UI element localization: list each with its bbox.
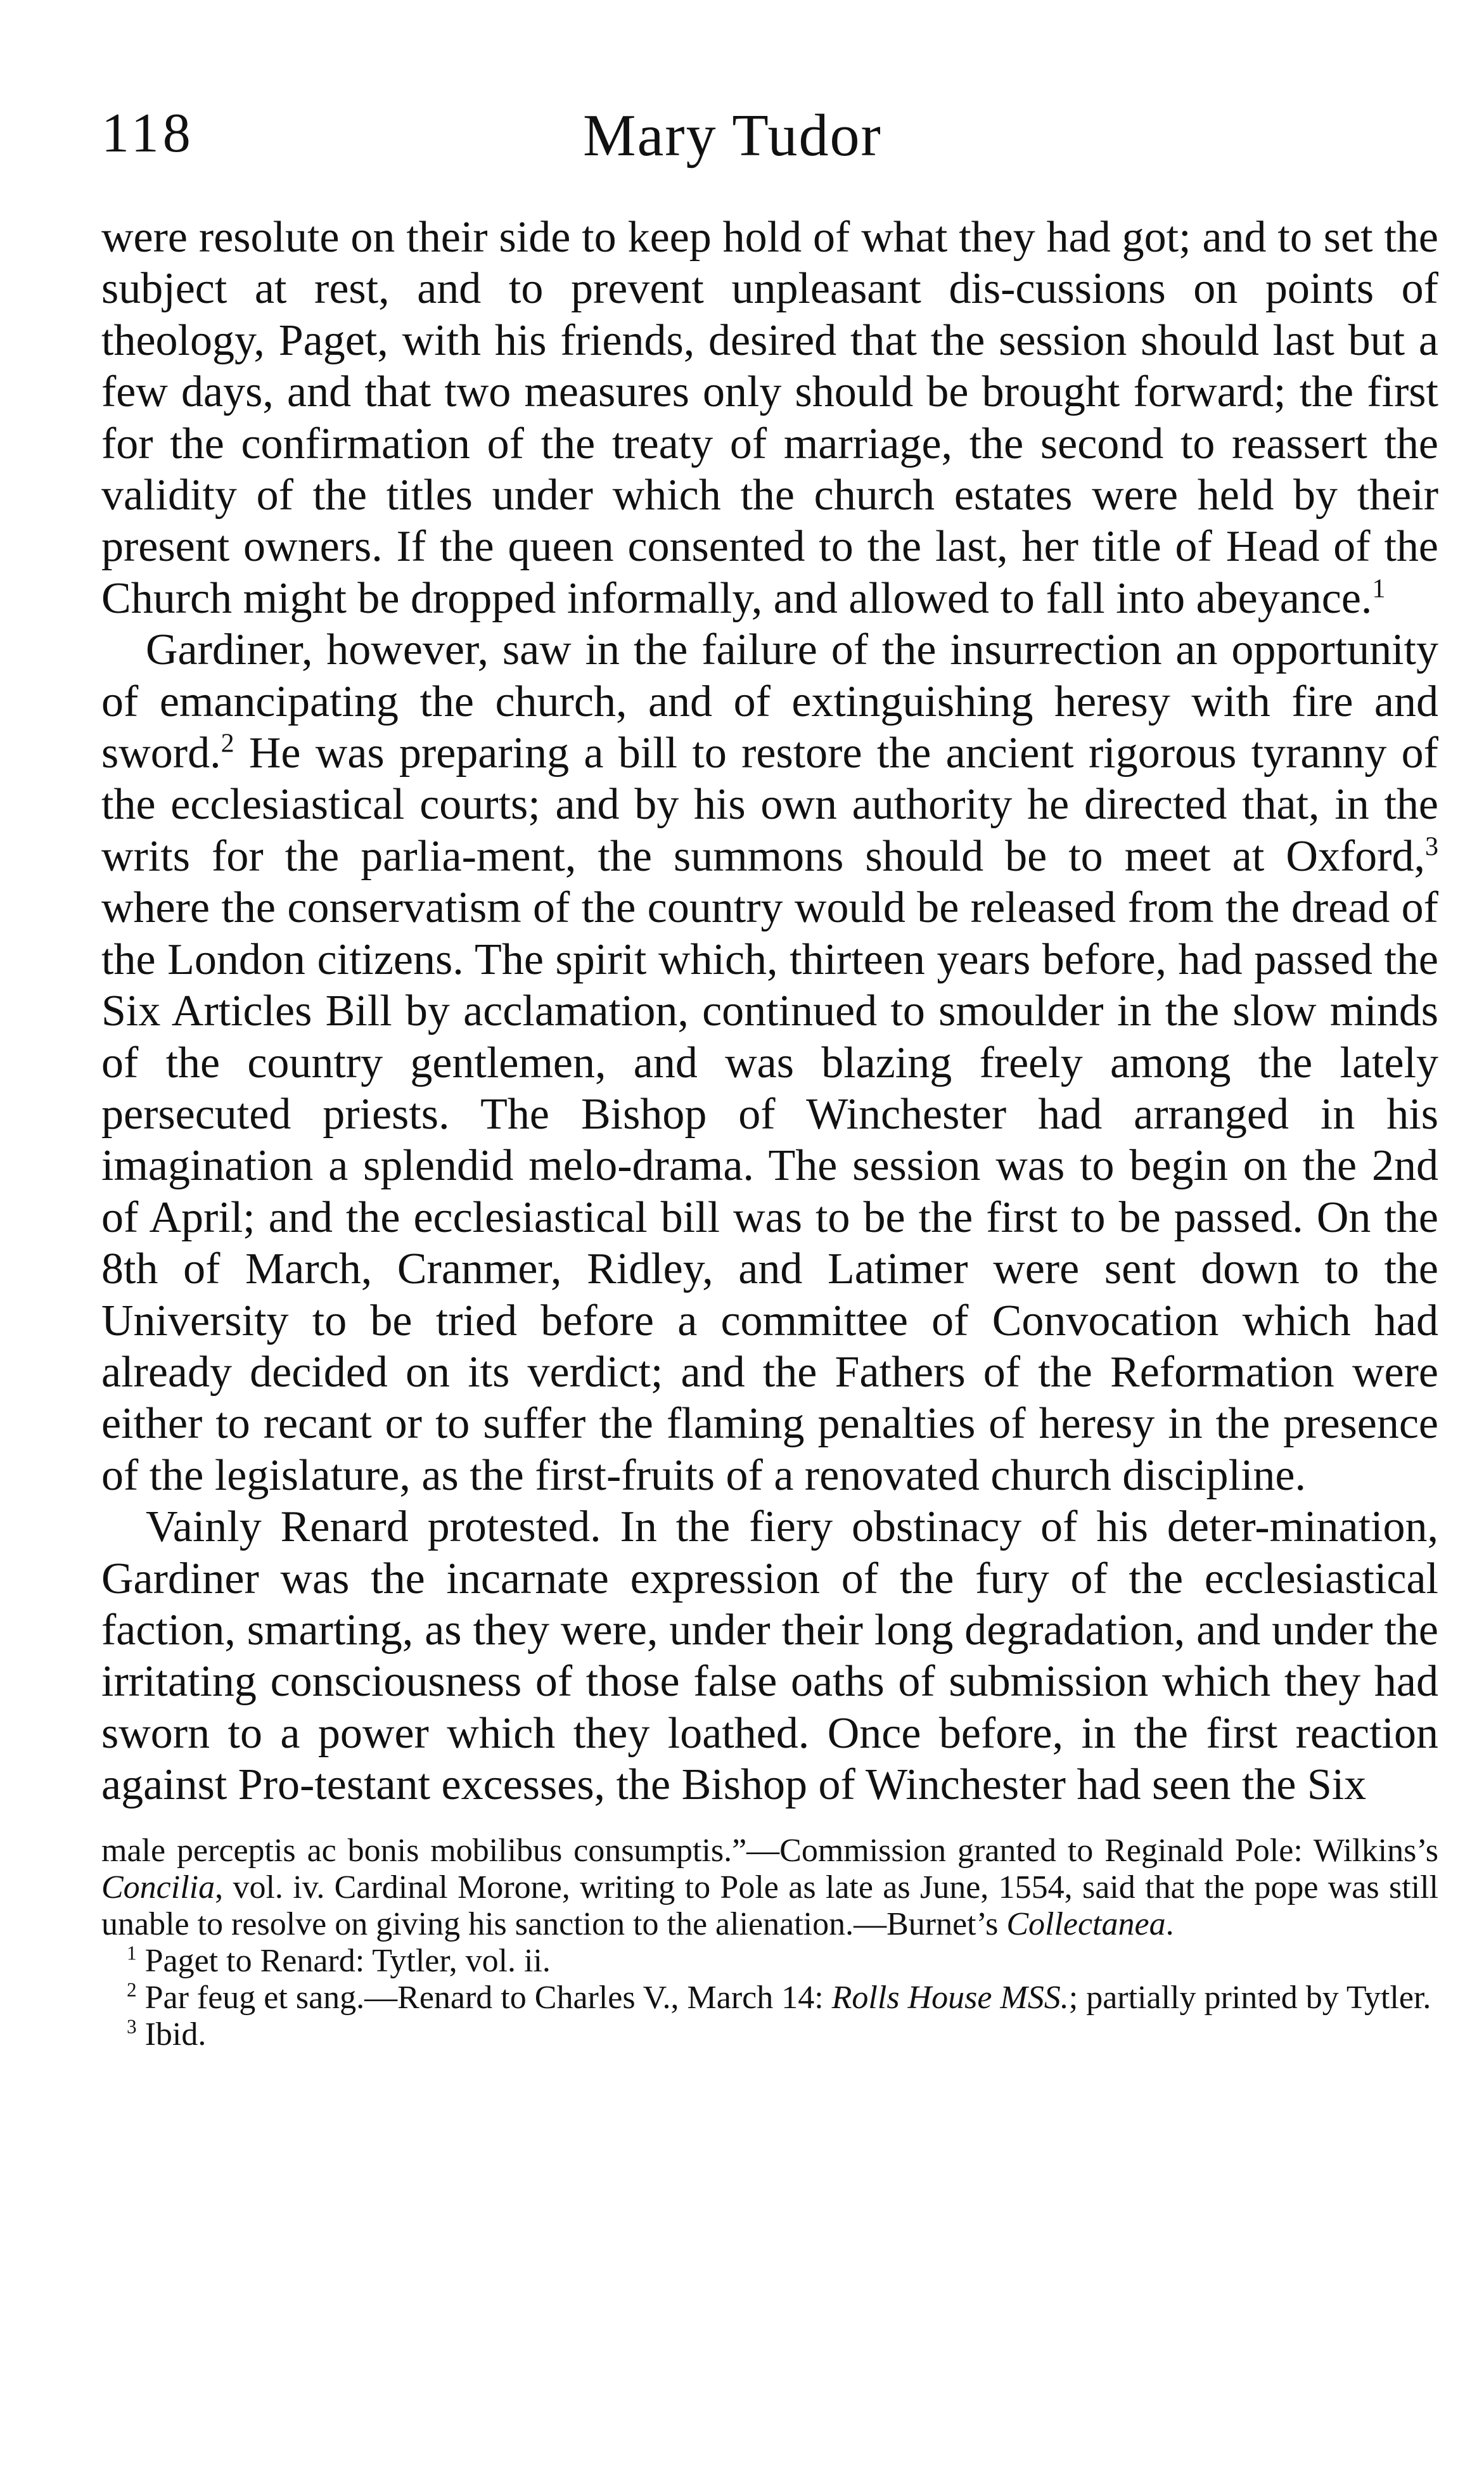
footnote-2-marker: 2	[127, 1978, 137, 2001]
footnote-2-text: Par feug et sang.—Renard to Charles V., March 14:	[136, 1979, 832, 2016]
footnote-continuation	[101, 1833, 1438, 1943]
main-text	[101, 212, 1438, 1811]
footnote-continuation-part2: , vol. iv. Cardinal Morone, writing to Pole as late as June, 1554, said that the pope was still unable to resolve on giving his sanction to the alienation.—Burnet’s	[101, 1869, 1438, 1942]
footnote-continuation-part3: .	[1165, 1905, 1174, 1942]
paragraph-1	[101, 212, 1438, 624]
footnotes	[101, 1833, 1438, 2053]
paragraph-2	[101, 624, 1438, 1501]
footnote-continuation-italic2: Collectanea	[1006, 1905, 1166, 1942]
paragraph-2-text-c: where the conservatism of the country would be released from the dread of the London citizens. The spirit which, thirteen years before, had passed the Six Articles Bill by acclamation, continued to smoulder in the slow minds of the country gentlemen, and was blazing freely among the lately persecuted priests. The Bishop of Winchester had arranged in his imagination a splendid melo-drama. The session was to begin on the 2nd of April; and the ecclesiastical bill was to be the first to be passed. On the 8th of March, Cranmer, Ridley, and Latimer were sent down to the University to be tried before a committee of Convocation which had already decided on its verdict; and the Fathers of the Reformation were either to recant or to suffer the flaming penalties of heresy in the presence of the legislature, as the first-fruits of a renovated church discipline.	[101, 883, 1438, 1500]
page-number: 118	[101, 103, 195, 164]
footnote-1	[101, 1943, 1438, 1980]
book-page	[101, 95, 1438, 2452]
paragraph-1-text: were resolute on their side to keep hold of what they had got; and to set the subject at rest, and to prevent unpleasant dis-cussions on points of theology, Paget, with his friends, desired that the session should last but a few days, and that two measures only should be brought forward; the first for the confirmation of the treaty of marriage, the second to reassert the validity of the titles under which the church estates were held by their present owners. If the queen consented to the last, her title of Head of the Church might be dropped informally, and allowed to fall into abeyance.	[101, 213, 1438, 623]
footnote-1-text: Paget to Renard: Tytler, vol. ii.	[136, 1942, 551, 1979]
paragraph-3-text: Vainly Renard protested. In the fiery obstinacy of his deter-mination, Gardiner was the incarnate expression of the fury of the ecclesiastical faction, smarting, as they were, under their long degradation, and under the irritating consciousness of those false oaths of submission which they had sworn to a power which they loathed. Once before, in the first reaction against Pro-testant excesses, the Bishop of Winchester had seen the Six	[101, 1502, 1438, 1810]
footnote-3-marker: 3	[127, 2015, 137, 2038]
footnote-continuation-italic1: Concilia	[101, 1869, 215, 1905]
footnote-1-marker: 1	[127, 1942, 137, 1964]
footnote-2-italic: Rolls House MSS.	[831, 1979, 1069, 2016]
note-reference-2: 2	[221, 729, 234, 759]
note-reference-1: 1	[1372, 574, 1386, 604]
paragraph-3	[101, 1501, 1438, 1810]
note-reference-3: 3	[1425, 832, 1438, 862]
paragraph-2-text-b: He was preparing a bill to restore the ancient rigorous tyranny of the ecclesiastical courts; and by his own authority he directed that, in the writs for the parlia-ment, the summons should be to meet at Oxford,	[101, 729, 1438, 881]
running-title: Mary Tudor	[583, 103, 882, 169]
paragraph-2-text-a: Gardiner, however, saw in the failure of the insurrection an opportunity of emancipating the church, and of extinguishing heresy with fire and sword.	[101, 625, 1438, 778]
footnote-3-text: Ibid.	[136, 2016, 207, 2053]
footnote-2-tail: ; partially printed by Tytler.	[1068, 1979, 1431, 2016]
footnote-3	[101, 2016, 1438, 2053]
footnote-continuation-part1: male perceptis ac bonis mobilibus consumptis.”—Commission granted to Reginald Pole: Wilkins’s	[101, 1832, 1438, 1869]
running-header	[101, 95, 1438, 190]
footnote-2	[101, 1980, 1438, 2016]
